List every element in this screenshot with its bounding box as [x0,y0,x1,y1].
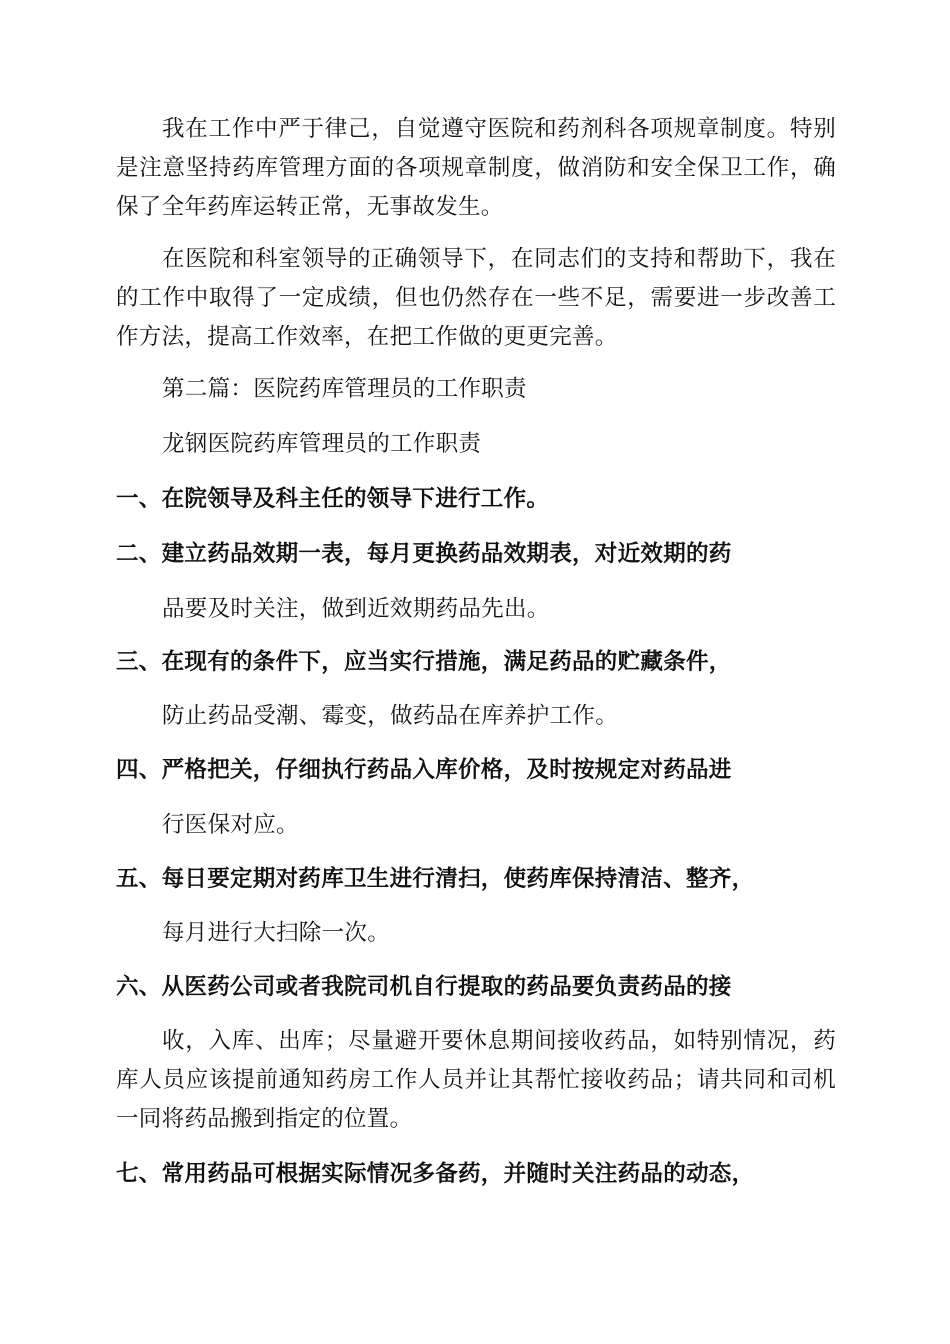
item-4-heading: 四、严格把关，仔细执行药品入库价格，及时按规定对药品进 [116,757,732,783]
item-3-heading: 三、在现有的条件下，应当实行措施，满足药品的贮藏条件， [116,649,732,675]
item-2-continuation: 品要及时关注，做到近效期药品先出。 [162,596,550,622]
item-6-heading: 六、从医药公司或者我院司机自行提取的药品要负责药品的接 [116,974,732,1000]
item-6-continuation: 收，入库、出库；尽量避开要休息期间接收药品，如特别情况，药库人员应该提前通知药房工作人员并让其帮忙接收药品；请共同和司机一同将药品搬到指定的位置。 [116,1028,836,1132]
item-1-heading: 一、在院领导及科主任的领导下进行工作。 [116,486,550,512]
item-5-continuation: 每月进行大扫除一次。 [162,920,391,946]
item-4-continuation: 行医保对应。 [162,812,299,838]
subtitle: 龙钢医院药库管理员的工作职责 [162,431,482,457]
item-7-heading: 七、常用药品可根据实际情况多备药，并随时关注药品的动态， [116,1161,755,1187]
section-title: 第二篇：医院药库管理员的工作职责 [162,376,527,402]
item-3-continuation: 防止药品受潮、霉变，做药品在库养护工作。 [162,703,619,729]
item-2-heading: 二、建立药品效期一表，每月更换药品效期表，对近效期的药 [116,541,732,567]
paragraph-2: 在医院和科室领导的正确领导下，在同志们的支持和帮助下，我在的工作中取得了一定成绩，但也仍然存在一些不足，需要进一步改善工作方法，提高工作效率，在把工作做的更更完善。 [116,246,836,350]
paragraph-1: 我在工作中严于律己，自觉遵守医院和药剂科各项规章制度。特别是注意坚持药库管理方面的各项规章制度，做消防和安全保卫工作，确保了全年药库运转正常，无事故发生。 [116,116,836,220]
item-5-heading: 五、每日要定期对药库卫生进行清扫，使药库保持清洁、整齐， [116,866,755,892]
